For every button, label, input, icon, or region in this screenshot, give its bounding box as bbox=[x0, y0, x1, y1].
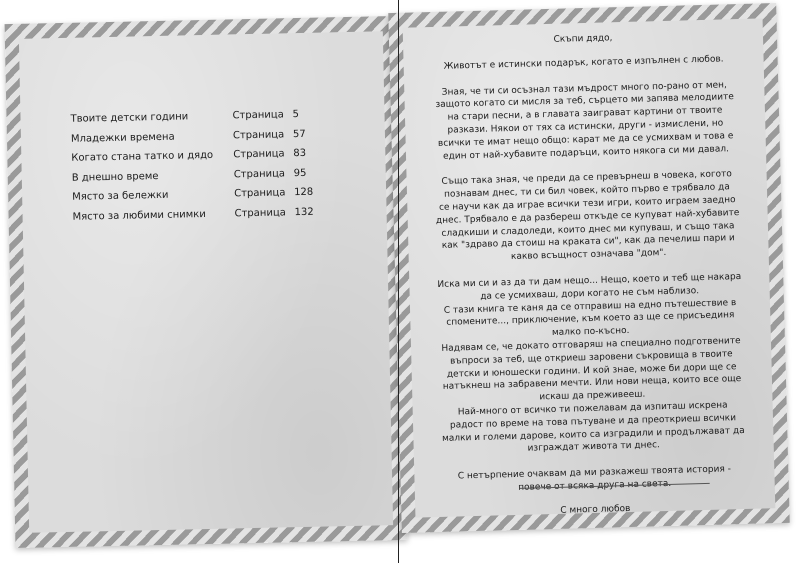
toc-page-label: Страница bbox=[234, 187, 286, 200]
letter-paragraph bbox=[414, 78, 756, 164]
letter-line: познавам днес, ти си бил човек, който първо е трябвало да bbox=[443, 182, 730, 200]
letter-line: С нетърпение очаквам да ми разкажеш твоята история - bbox=[457, 464, 732, 482]
toc-chapter-title: Място за любими снимки bbox=[72, 208, 206, 223]
toc-chapter-title: В днешно време bbox=[71, 170, 159, 184]
toc-chapter-title: Младежки времена bbox=[70, 131, 175, 145]
letter-paragraph bbox=[417, 168, 759, 266]
letter-line: въпроси за теб, ще откриеш заровени съкровища в твоите bbox=[449, 349, 733, 367]
letter-line: разкази. Някои от тях са истински, други - измислени, но bbox=[447, 118, 724, 136]
letter-paragraph bbox=[423, 398, 764, 458]
toc-chapter-title: Твоите детски години bbox=[70, 111, 189, 125]
toc-page-number: 128 bbox=[294, 186, 314, 199]
toc-row bbox=[72, 206, 318, 231]
letter-paragraph bbox=[419, 271, 761, 344]
letter-line: Също така зная, че преди да се превърнеш в човека, когото bbox=[441, 169, 733, 188]
left-page-paper bbox=[19, 31, 393, 533]
letter-paragraph bbox=[421, 334, 763, 407]
letter-line: радост по време на това пътуване и да преоткриеш всички bbox=[449, 412, 737, 431]
toc-chapter-title: Място за бележки bbox=[72, 189, 169, 203]
letter-line: се научи как да играе всички тези игри, които играем заедно bbox=[438, 195, 736, 213]
toc-page-number: 5 bbox=[292, 109, 300, 121]
letter-greeting: Скъпи дядо, bbox=[553, 33, 613, 45]
letter-line: детски и юношески години. И кой знае, може би дори ще се bbox=[446, 361, 737, 380]
letter-line: изграждат живота ти днес. bbox=[527, 440, 660, 454]
toc-page-number: 95 bbox=[293, 167, 307, 179]
letter-line: на стари песни, а в главата заиграват картини от твоите bbox=[447, 105, 723, 123]
letter-line: днес. Трябвало е да разбереш откъде се купуват най-хубавите bbox=[435, 207, 740, 226]
letter-text bbox=[413, 29, 766, 521]
left-page bbox=[5, 16, 408, 548]
toc-page-label: Страница bbox=[234, 206, 286, 219]
letter-line: повече от всяка друга на света. bbox=[518, 478, 672, 493]
letter-line: Надявам се, че докато отговаряш на специално подготвените bbox=[441, 335, 741, 354]
toc-page-number: 57 bbox=[292, 128, 306, 140]
page-divider-line bbox=[398, 0, 399, 563]
letter-line: спомените..., приключение, към което аз ще се присъединя bbox=[446, 310, 735, 329]
letter-line: сладкиши и сладоледи, които днес ми купуваш, и също така bbox=[441, 220, 735, 239]
letter-line: един от най-хубавите подаръци, които някога си ми давал. bbox=[442, 143, 730, 162]
toc-page-label: Страница bbox=[233, 148, 285, 161]
letter-line: С тази книга те каня да се отправиш на едно пътешествие в bbox=[443, 297, 737, 316]
letter-line: как "здраво да стоиш на краката си", как да печелиш пари и bbox=[441, 233, 736, 252]
letter-intro: Животът е истински подарък, когато е изпълнен с любов. bbox=[443, 54, 724, 72]
letter-line: защото когато си мисля за теб, сърцето ми запява мелодиите bbox=[435, 92, 734, 111]
letter-line: Зная, че ти си осъзнал тази мъдрост много по-рано от мен, bbox=[441, 79, 727, 98]
letter-line: да се усмихваш, дори когато не съм наблизо. bbox=[480, 285, 700, 302]
letter-line: всички те имат нещо общо: карат ме да се усмихвам и това е bbox=[437, 130, 734, 149]
letter-closing: С много любов bbox=[560, 503, 631, 516]
toc-page-label: Страница bbox=[232, 109, 284, 122]
right-page bbox=[388, 3, 789, 533]
toc-page-number: 132 bbox=[294, 206, 314, 218]
toc-page-label: Страница bbox=[233, 167, 286, 180]
right-page-paper bbox=[403, 18, 776, 517]
toc-chapter-title: Когато стана татко и дядо bbox=[71, 149, 214, 164]
letter-line: Искa ми си и аз да ти дам нещо... Нещо, което и теб ще накара bbox=[437, 271, 742, 290]
toc-page-label: Страница bbox=[232, 128, 285, 141]
letter-line: Най-много от всичко ти пожелавам да изпиташ искрена bbox=[457, 400, 728, 418]
letter-line: натъкнеш на забравени мечти. Или нови неща, които все още bbox=[442, 374, 742, 393]
table-of-contents bbox=[70, 109, 318, 231]
letter-line: малко по-късно. bbox=[551, 326, 630, 339]
toc-page-number: 83 bbox=[293, 147, 307, 160]
letter-paragraph bbox=[424, 463, 765, 497]
letter-line: какво всъщност означава "дом". bbox=[510, 248, 667, 263]
letter-line: искаш да преживееш. bbox=[539, 389, 646, 403]
letter-line: малки и големи дарове, които са изградили и продължават да bbox=[441, 425, 745, 444]
